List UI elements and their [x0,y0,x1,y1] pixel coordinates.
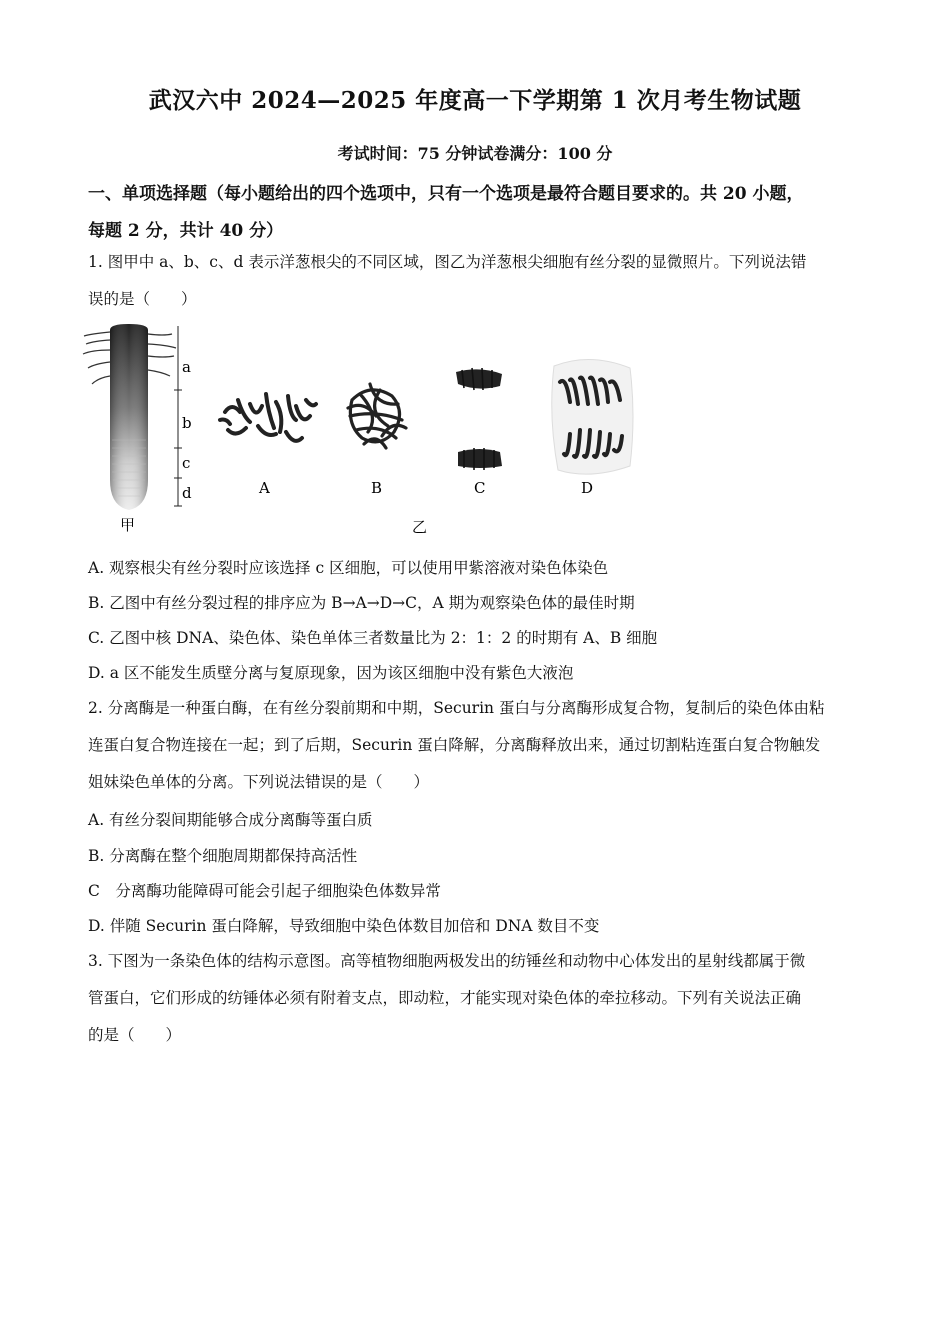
cell-label-A: A [259,479,270,497]
question-2-line3-pre: 姐妹染色单体的分离。下列说法 [88,773,306,791]
question-1-figure [80,320,640,540]
figure-yi-label: 乙 [412,518,428,536]
question-3-stem [88,943,878,1054]
question-1-stem-line1: 1. 图甲中 a、b、c、d 表示洋葱根尖的不同区域，图乙为洋葱根尖细胞有丝分裂的显微照片。下列说法错 [88,253,807,271]
cell-label-D: D [581,479,594,497]
q1-option-B: B. 乙图中有丝分裂过程的排序应为 B→A→D→C，A 期为观察染色体的最佳时期 [88,594,635,612]
question-2-line3-post: 的是（ ） [336,773,430,791]
q2-option-D: D. 伴随 Securin 蛋白降解，导致细胞中染色体数目加倍和 DNA 数目不变 [88,917,600,935]
question-2-line1: 2. 分离酶是一种蛋白酶，在有丝分裂前期和中期，Securin 蛋白与分离酶形成复合物，复制后的染色体由粘 [88,699,825,717]
question-2-line2: 连蛋白复合物连接在一起；到了后期，Securin 蛋白降解，分离酶释放出来，通过切割粘连蛋白复合物触发 [88,736,821,754]
section-heading [88,176,878,250]
zone-label-a: a [182,358,191,376]
q2-option-A: A. 有丝分裂间期能够合成分离酶等蛋白质 [88,811,373,829]
zone-scale [174,326,182,506]
zone-label-d: d [182,484,192,502]
question-3-line3: 的是（ ） [88,1026,182,1044]
q1-option-A: A. 观察根尖有丝分裂时应该选择 c 区细胞，可以使用甲紫溶液对染色体染色 [88,559,609,577]
q1-option-C: C. 乙图中核 DNA、染色体、染色单体三者数量比为 2：1：2 的时期有 A、B 细胞 [88,629,658,647]
page-title: 武汉六中 2024—2025 年度高一下学期第 1 次月考生物试题 [148,87,802,114]
question-2-emphasis: · · 错误 [305,773,336,791]
question-2-stem [88,690,878,801]
q1-option-D: D. a 区不能发生质壁分离与复原现象，因为该区细胞中没有紫色大液泡 [88,664,574,682]
cell-label-C: C [474,479,486,497]
q2-option-B: B. 分离酶在整个细胞周期都保持高活性 [88,847,358,865]
zone-label-c: c [182,454,191,472]
section-heading-line1: 一、单项选择题（每小题给出的四个选项中，只有一个选项是最符合题目要求的。共 20 小题， [88,184,804,204]
cell-A-chromosomes [220,394,316,441]
question-3-line1: 3. 下图为一条染色体的结构示意图。高等植物细胞两极发出的纺锤丝和动物中心体发出的星射线都属于微 [88,952,806,970]
cell-label-B: B [371,479,383,497]
exam-info: 考试时间：75 分钟试卷满分：100 分 [337,144,613,163]
zone-label-b: b [182,414,192,432]
section-heading-line2: 每题 2 分，共计 40 分） [88,221,284,241]
question-1-stem-line2: 误的是（ ） [88,290,197,308]
figure-jia-label: 甲 [120,516,136,534]
question-1-stem [88,244,878,318]
cell-B-chromosomes [348,384,406,448]
question-3-line2: 管蛋白，它们形成的纺锤体必须有附着支点，即动粒，才能实现对染色体的牵拉移动。下列有关说法正确 [88,989,802,1007]
question-2-line3 [88,764,878,801]
q2-option-C: C 分离酶功能障碍可能会引起子细胞染色体数异常 [88,882,441,900]
